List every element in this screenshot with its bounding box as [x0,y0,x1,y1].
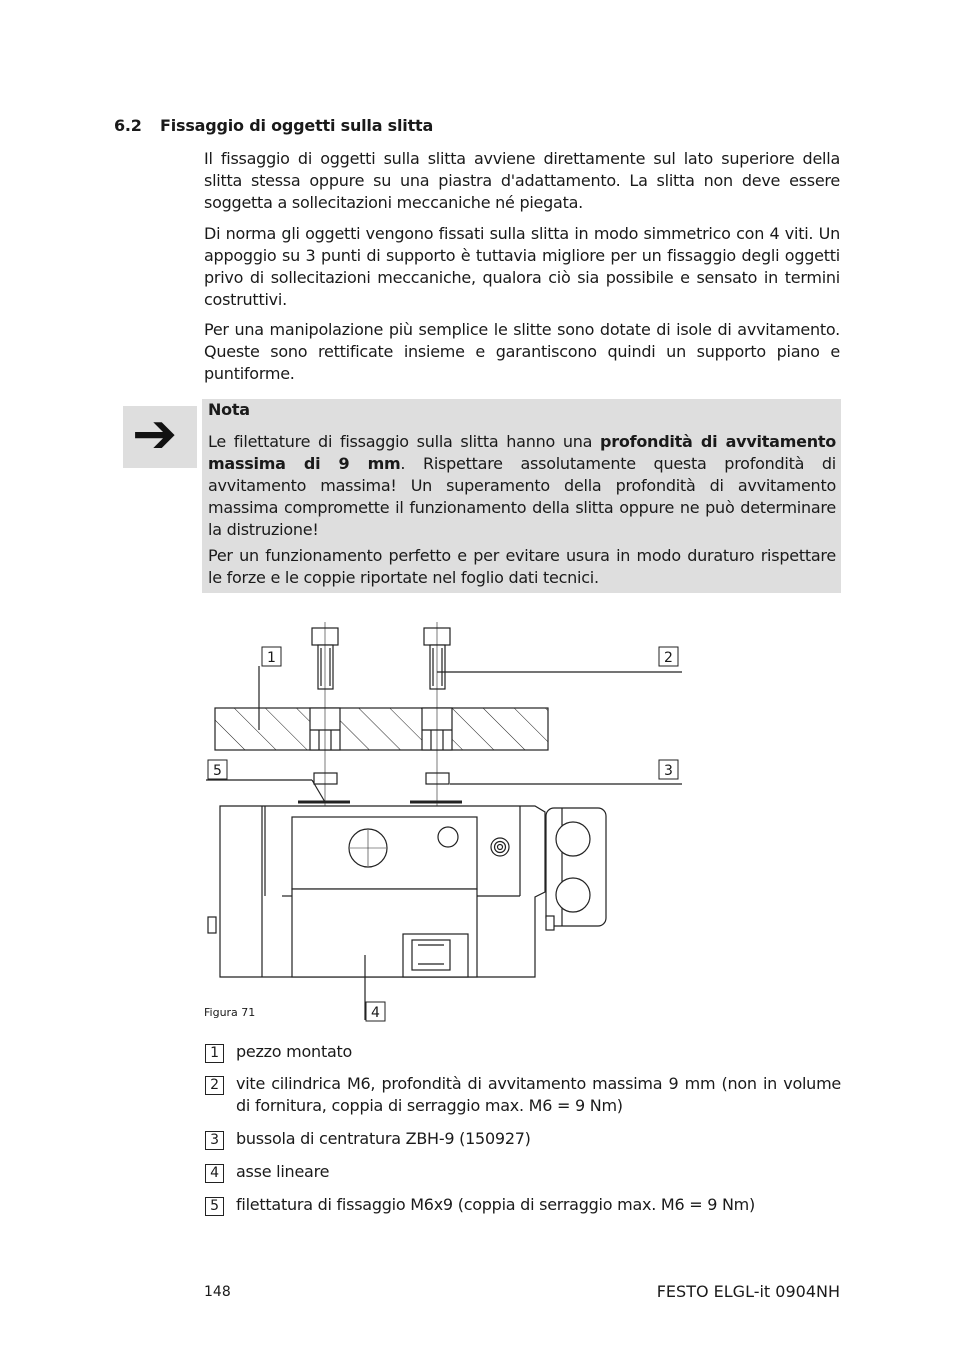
legend-text: pezzo montato [236,1042,353,1061]
document-id: FESTO ELGL-it 0904NH [656,1282,840,1301]
callout-5: 5 [213,763,222,779]
legend-item [205,1128,841,1150]
note-emphasis: profondità di avvitamento massima di 9 mm [208,432,837,473]
section-heading [114,116,433,135]
page-number: 148 [204,1284,231,1300]
legend-number: 3 [205,1131,224,1150]
note-paragraph-2: Per un funzionamento perfetto e per evitare usura in modo duraturo rispettare le forze e le coppie riportate nel foglio dati tecnici. [208,546,836,587]
note-text: . Rispettare assolutamente questa profondità di avvitamento massima! Un superamento della profondità di avvitamento massima compromette il funzionamento della slitta oppure ne può determinare la distruzione! [208,454,836,539]
arrow-right-icon: ➔ [132,402,178,465]
legend-text: bussola di centratura ZBH-9 (150927) [236,1129,531,1148]
note-title: Nota [208,400,250,419]
callout-4: 4 [371,1005,380,1021]
assembly-drawing [200,612,700,1032]
callout-2: 2 [664,650,673,666]
legend-item [205,1194,841,1216]
legend-text: asse lineare [236,1162,330,1181]
note-text: Le filettature di fissaggio sulla slitta hanno una [208,432,601,451]
legend-item [205,1073,841,1117]
legend-item [205,1041,841,1063]
legend-text: vite cilindrica M6, profondità di avvitamento massima 9 mm (non in volume di fornitura, coppia di serraggio max. M6 = 9 Nm) [236,1074,841,1115]
legend-number: 5 [205,1197,224,1216]
paragraph-1: Il fissaggio di oggetti sulla slitta avviene direttamente sul lato superiore della slitta stessa oppure su una piastra d'adattamento. La slitta non deve essere soggetta a sollecitazioni meccaniche né piegata. [204,149,840,212]
paragraph-3: Per una manipolazione più semplice le slitte sono dotate di isole di avvitamento. Queste sono rettificate insieme e garantiscono quindi un supporto piano e puntiforme. [204,320,840,383]
note-paragraph-1 [208,431,836,541]
section-title: Fissaggio di oggetti sulla slitta [160,116,434,135]
callout-1: 1 [267,650,276,666]
legend-number: 2 [205,1076,224,1095]
figure-caption: Figura 71 [204,1006,256,1019]
legend-text: filettatura di fissaggio M6x9 (coppia di serraggio max. M6 = 9 Nm) [236,1195,756,1214]
legend-number: 1 [205,1044,224,1063]
paragraph-2: Di norma gli oggetti vengono fissati sulla slitta in modo simmetrico con 4 viti. Un appoggio su 3 punti di supporto è tuttavia migliore per un fissaggio degli oggetti privo di sollecitazioni meccaniche, qualora ciò sia possibile e sensato in termini costruttivi. [204,224,840,309]
callout-3: 3 [664,763,673,779]
section-number: 6.2 [114,116,142,135]
legend-number: 4 [205,1164,224,1183]
legend-item [205,1161,841,1183]
